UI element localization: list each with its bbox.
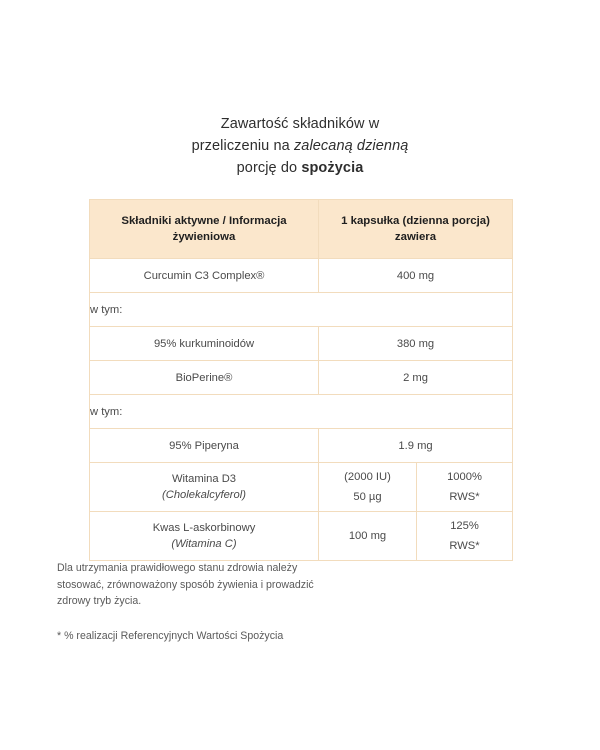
title-line-1: Zawartość składników w	[220, 116, 380, 132]
title-line-2-plain: przeliczeniu na	[191, 138, 294, 154]
ingredient-name: 95% kurkuminoidów	[90, 327, 319, 361]
ingredient-amount-line1: 100 mg	[348, 530, 387, 542]
table-header-row	[90, 200, 513, 259]
title-line-3-plain: porcję do	[236, 160, 302, 176]
ingredient-amount: 380 mg	[319, 327, 513, 361]
table-body	[90, 259, 513, 561]
health-disclaimer-line3: zdrowy tryb życia.	[57, 595, 142, 607]
table-row	[90, 259, 513, 293]
ingredient-name	[90, 463, 319, 512]
header-col1-line1: Składniki aktywne / Informacja	[121, 215, 287, 227]
table-row	[90, 395, 513, 429]
footer-notes	[57, 560, 387, 644]
ingredient-amount	[319, 512, 417, 561]
header-col2-line2: zawiera	[394, 231, 437, 243]
ingredient-group-label: w tym:	[90, 395, 513, 429]
ingredient-name	[90, 512, 319, 561]
ingredient-name-primary: Witamina D3	[171, 473, 237, 485]
ingredient-amount	[319, 463, 417, 512]
ingredient-rws-label: RWS*	[449, 540, 480, 552]
page-title	[0, 113, 600, 179]
table-row	[90, 327, 513, 361]
ingredient-name-primary: Kwas L-askorbinowy	[152, 522, 256, 534]
title-line-2-italic: zalecaną dzienną	[293, 138, 409, 154]
ingredient-name-secondary: (Witamina C)	[171, 538, 237, 550]
ingredient-amount: 2 mg	[319, 361, 513, 395]
table-row	[90, 463, 513, 512]
ingredient-name: 95% Piperyna	[90, 429, 319, 463]
title-line-2	[0, 135, 600, 157]
ingredient-amount: 1.9 mg	[319, 429, 513, 463]
ingredient-name: BioPerine®	[90, 361, 319, 395]
title-line-3-bold: spożycia	[301, 160, 364, 176]
table-row	[90, 361, 513, 395]
ingredient-amount: 400 mg	[319, 259, 513, 293]
header-col2-line1: 1 kapsułka (dzienna porcja)	[341, 215, 490, 227]
ingredient-amount-line2: 50 µg	[353, 491, 382, 503]
ingredient-name-secondary: (Cholekalcyferol)	[162, 489, 246, 501]
ingredient-rws-percent: 1000%	[447, 471, 482, 483]
table-row	[90, 293, 513, 327]
ingredient-amount-line1: (2000 IU)	[344, 471, 391, 483]
ingredient-rws	[417, 512, 513, 561]
nutrition-table	[89, 199, 513, 561]
ingredient-rws	[417, 463, 513, 512]
ingredient-group-label: w tym:	[90, 293, 513, 327]
table-header-ingredients	[90, 200, 319, 259]
health-disclaimer-line2: stosować, zrównoważony sposób żywienia i prowadzić	[57, 578, 314, 591]
health-disclaimer-line1: Dla utrzymania prawidłowego stanu zdrowia należy	[57, 562, 298, 574]
header-col1-line2: żywieniowa	[172, 231, 236, 243]
table-row	[90, 512, 513, 561]
ingredient-name: Curcumin C3 Complex®	[90, 259, 319, 293]
health-disclaimer	[57, 560, 387, 610]
table-row	[90, 429, 513, 463]
ingredient-rws-label: RWS*	[449, 491, 480, 503]
table-header-serving	[319, 200, 513, 259]
rws-footnote: * % realizacji Referencyjnych Wartości Spożycia	[57, 629, 284, 642]
ingredient-rws-percent: 125%	[450, 520, 479, 532]
title-line-3	[0, 157, 600, 179]
